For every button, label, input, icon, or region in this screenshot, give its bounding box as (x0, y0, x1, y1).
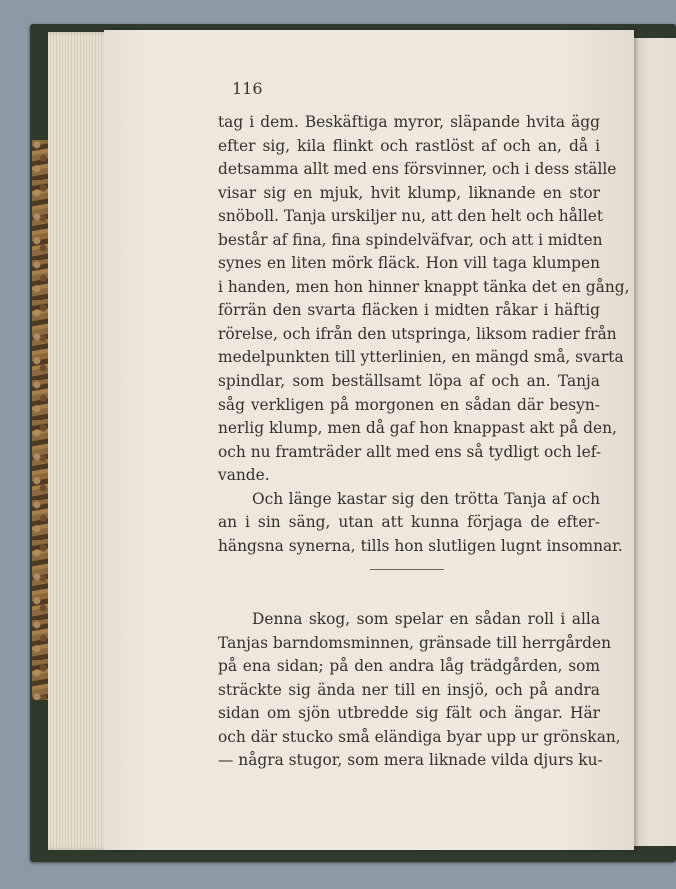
text-line: vande. (218, 466, 270, 485)
text-line: på ena sidan; på den andra låg trädgården, som (218, 657, 600, 676)
text-line: tag i dem. Beskäftiga myror, släpande hvita ägg (218, 113, 600, 131)
text-block-lower (218, 608, 621, 773)
text-block-upper (218, 111, 630, 558)
paragraph-3 (218, 608, 621, 773)
facing-page-edge (634, 38, 676, 846)
text-line: efter sig, kila flinkt och rastlöst af och an, då i (218, 136, 600, 155)
paragraph-2 (218, 488, 623, 559)
text-line: förrän den svarta fläcken i midten råkar i häftig (218, 301, 600, 320)
text-line: an i sin säng, utan att kunna förjaga de efter- (218, 513, 600, 532)
text-line: detsamma allt med ens försvinner, och i dess ställe (218, 160, 617, 179)
text-line: i handen, men hon hinner knappt tänka det en gång, (218, 277, 630, 296)
text-line: består af fina, fina spindelväfvar, och att i midten (218, 230, 603, 249)
text-line: och där stucko små eländiga byar upp ur grönskan, (218, 727, 621, 746)
text-line: sidan om sjön utbredde sig fält och ängar. Här (218, 704, 600, 723)
text-line: — några stugor, som mera liknade vilda djurs ku- (218, 751, 603, 770)
text-line: och nu framträder allt med ens så tydligt och lef- (218, 442, 602, 461)
text-line: visar sig en mjuk, hvit klump, liknande en stor (218, 183, 600, 202)
text-line: Tanjas barndomsminnen, gränsade till herrgården (218, 633, 612, 652)
text-line: rörelse, och ifrån den utspringa, liksom radier från (218, 324, 617, 343)
text-line: nerlig klump, men då gaf hon knappast akt på den, (218, 419, 617, 438)
text-line: snöboll. Tanja urskiljer nu, att den helt och hållet (218, 207, 604, 226)
text-line: Denna skog, som spelar en sådan roll i alla (252, 610, 600, 628)
marbled-edge (32, 140, 48, 700)
text-line: såg verkligen på morgonen en sådan där besyn- (218, 395, 600, 414)
text-line: hängsna synerna, tills hon slutligen lugnt insomnar. (218, 536, 623, 555)
section-divider (370, 569, 444, 570)
page-number: 116 (232, 79, 263, 98)
text-line: synes en liten mörk fläck. Hon vill taga klumpen (218, 254, 600, 273)
text-line: Och länge kastar sig den trötta Tanja af och (252, 489, 600, 508)
text-line: spindlar, som beställsamt löpa af och an. Tanja (218, 372, 600, 391)
paragraph-1 (218, 111, 630, 488)
text-line: sträckte sig ända ner till en insjö, och på andra (218, 680, 600, 699)
text-line: medelpunkten till ytterlinien, en mängd små, svarta (218, 348, 624, 367)
